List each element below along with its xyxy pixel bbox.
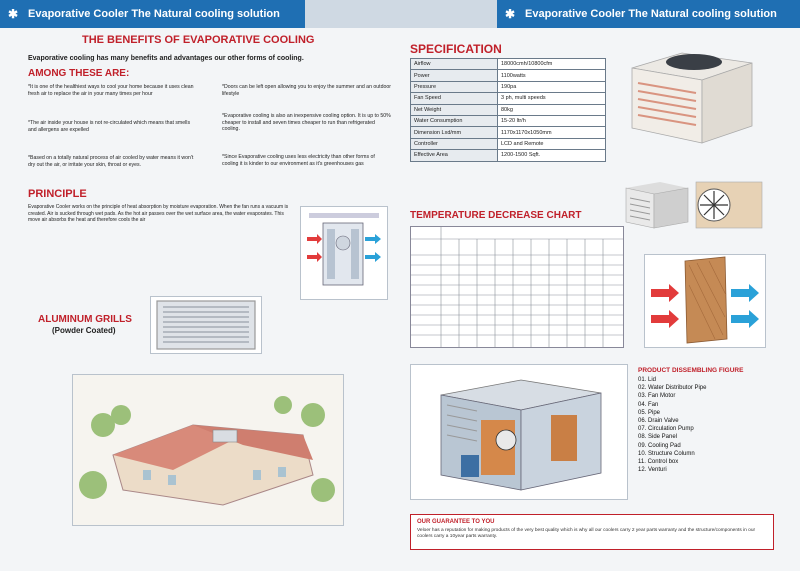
cooler-back-image [694,178,764,230]
cooler-exploded-icon [411,365,627,499]
spec-value: 190pa [498,81,606,92]
header-title-right: Evaporative Cooler The Natural cooling solution [525,8,777,20]
list-item: 06. Drain Valve [638,418,679,425]
aluminum-grill-image [150,296,262,354]
list-item: 07. Circulation Pump [638,426,694,433]
cooler-airflow-diagram [301,207,387,299]
table-row [411,81,606,92]
guarantee-title: OUR GUARANTEE TO YOU [417,519,495,525]
grills-title: ALUMINUM GRILLS [38,314,132,325]
benefit-col-1-item-2: *The air inside your house is not re-circulated which means that smells and allergens are expelled [28,120,191,133]
principle-diagram [300,206,388,300]
list-item: 08. Side Panel [638,434,678,441]
list-item: 11. Control box [638,459,679,466]
cooler-main-image [622,38,762,148]
list-item: 01. Lid [638,377,657,383]
spec-key: Dimension Lxd/mm [411,127,498,138]
list-item: 09. Cooling Pad [638,442,681,449]
list-item: 04. Fan [638,401,659,408]
spec-value: 18000cmh/10800cfm [498,59,606,70]
right-panel [400,28,800,571]
header-bar-right [497,0,800,28]
spec-title: SPECIFICATION [410,42,502,56]
table-row [411,150,606,161]
guarantee-text: Veloer has a reputation for making products of the very best quality which is why all our coolers carry 2 year parts warranty and the structure/components in our coolers carry a 10year parts warranty. [417,528,756,539]
list-item: 10. Structure Column [638,450,695,457]
header-title-left: Evaporative Cooler The Natural cooling solution [28,8,280,20]
cooler-side-icon [622,178,692,230]
parts-title: PRODUCT DISSEMBLING FIGURE [638,367,744,374]
spec-key: Controller [411,138,498,149]
spec-key: Fan Speed [411,93,498,104]
spec-key: Pressure [411,81,498,92]
spec-key: Power [411,70,498,81]
spec-value: LCD and Remote [498,138,606,149]
benefits-intro: Evaporative cooling has many benefits and advantages our other forms of cooling. [28,55,304,62]
table-row [411,59,606,70]
grill-icon [151,297,261,353]
star-icon: ✱ [505,7,516,21]
table-row [411,115,606,126]
benefits-title: THE BENEFITS OF EVAPORATIVE COOLING [82,34,315,46]
cooler-side-image [622,178,692,230]
benefit-col-1-item-3: *Based on a totally natural process of air cooled by water means it won't dry out the air, or irritate your skin, throat or eyes. [28,155,194,168]
grills-subtitle: (Powder Coated) [52,326,116,335]
benefit-col-2-item-3: *Since Evaporative cooling uses less electricity than other forms of cooling it is kinder to our environment as it's greenhouses gas [222,154,375,167]
table-row [411,127,606,138]
spec-value: 3 ph, multi speeds [498,93,606,104]
exploded-diagram [410,364,628,500]
among-title: AMONG THESE ARE: [28,68,130,79]
cooling-pad-image [644,254,766,348]
temp-chart-title: TEMPERATURE DECREASE CHART [410,210,582,221]
spec-value: 15-20 ltr/h [498,115,606,126]
parts-list [638,376,706,474]
table-row [411,93,606,104]
principle-text: Evaporative Cooler works on the principle of heat absorption by moisture evaporation. When the fan runs a vacuum is created. Air is sucked through wet pads. As the hot air passes over the wet surface area, the water evaporates. This move air absorbs the heat and therefore cools the air [28,204,289,223]
list-item: 12. Venturi [638,467,667,474]
spec-key: Effective Area [411,150,498,161]
table-row [411,104,606,115]
list-item: 03. Fan Motor [638,393,676,400]
temperature-decrease-table [410,226,624,348]
spec-value: 1100watts [498,70,606,81]
spec-value: 80kg [498,104,606,115]
header-bar-middle [305,0,497,28]
spec-value: 1170x1170x1050mm [498,127,606,138]
spec-value: 1200-1500 Sqft. [498,150,606,161]
star-icon: ✱ [8,7,19,21]
temperature-grid [411,227,623,347]
spec-table [410,58,606,162]
principle-title: PRINCIPLE [28,188,87,200]
spec-key: Airflow [411,59,498,70]
benefit-col-2-item-1: *Doors can be left open allowing you to enjoy the summer and an outdoor lifestyle [222,84,391,97]
spec-key: Net Weight [411,104,498,115]
table-row [411,70,606,81]
left-panel [0,28,400,571]
benefit-col-1-item-1: *It is one of the healthiest ways to cool your home because it uses clean fresh air to replace the air in your many times per hour [28,84,194,97]
house-illustration [72,374,344,526]
guarantee-box [410,514,774,550]
spec-key: Water Consumption [411,115,498,126]
house-image [73,375,343,525]
fan-icon [694,178,764,230]
header-bar-left [0,0,305,28]
list-item: 02. Water Distributor Pipe [638,385,707,392]
cooler-icon [622,38,762,148]
cooling-pad-airflow-icon [645,255,765,347]
list-item: 05. Pipe [638,409,661,416]
table-row [411,138,606,149]
benefit-col-2-item-2: *Evaporative cooling is also an inexpensive cooling option. It is up to 50% cheaper to install and seven times cheaper to run than refrigerated cooling. [222,113,391,132]
